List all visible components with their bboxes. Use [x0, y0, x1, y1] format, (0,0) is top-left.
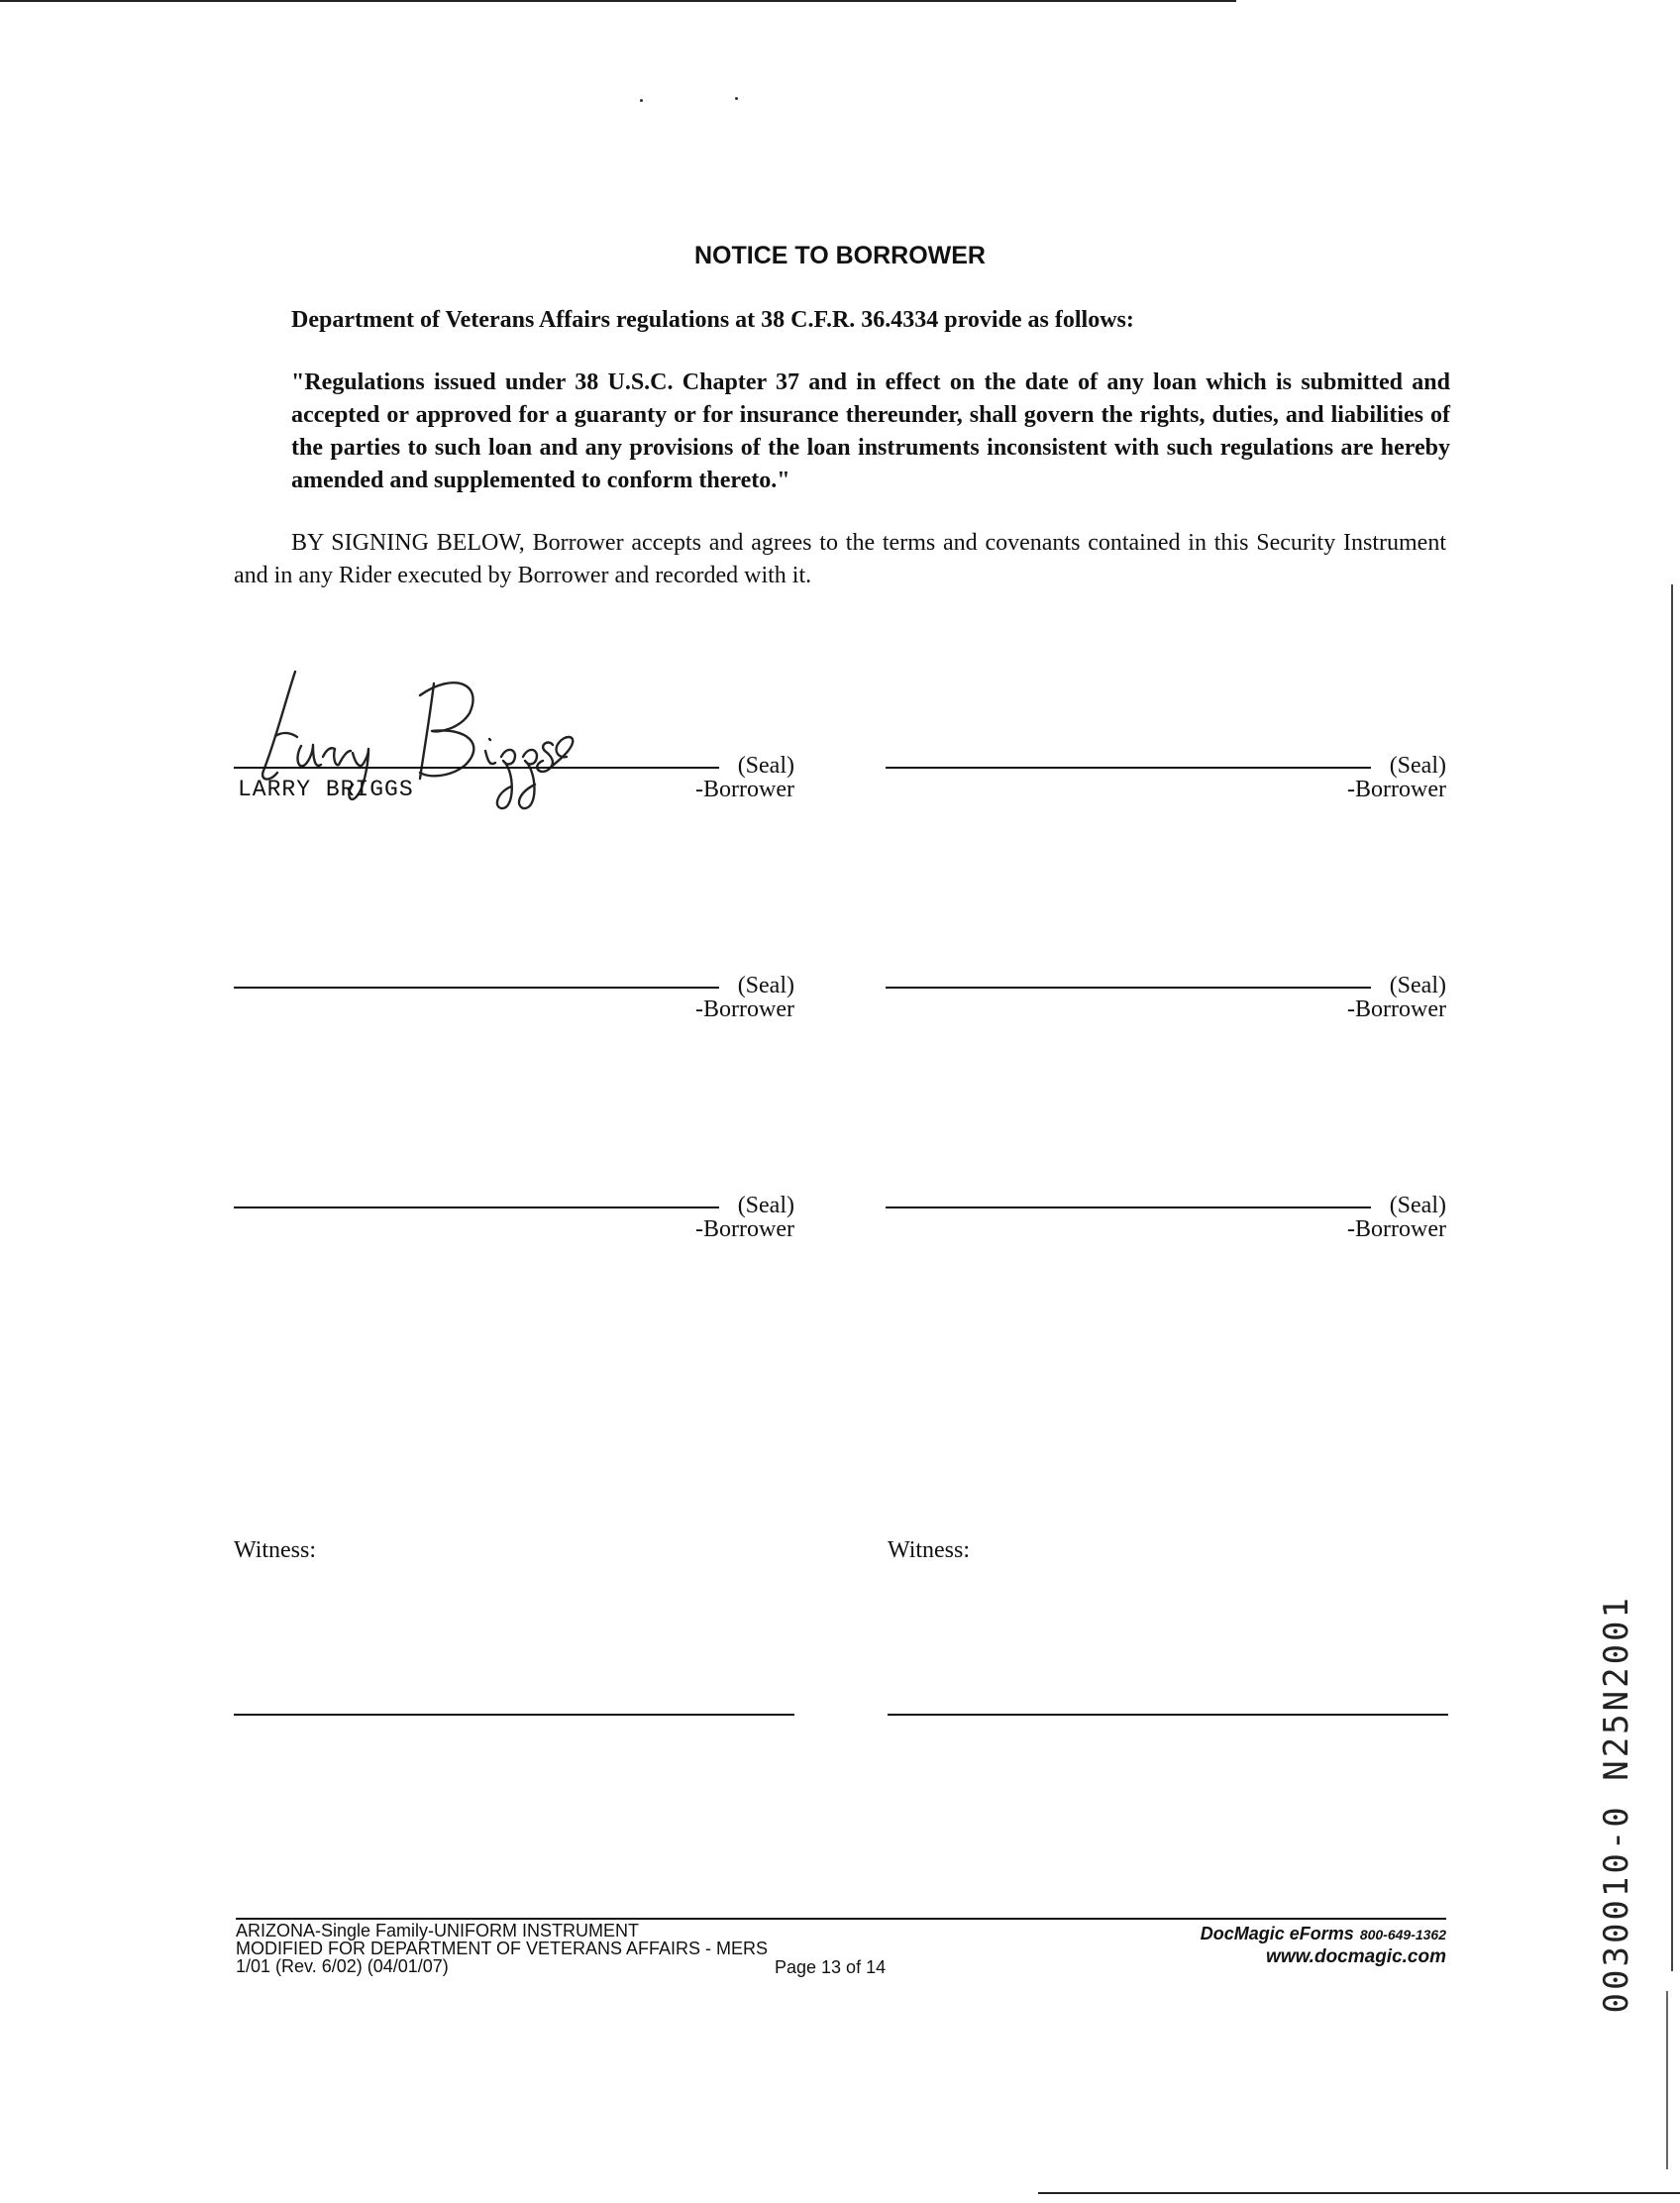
seal-label: (Seal) — [1389, 1193, 1446, 1218]
borrower-label: -Borrower — [1347, 1216, 1446, 1242]
borrower-label: -Borrower — [695, 1216, 794, 1242]
signature-line — [886, 987, 1371, 989]
footer-form-info — [236, 1922, 768, 1975]
witness-label-left: Witness: — [234, 1537, 317, 1563]
witness-label-right: Witness: — [888, 1537, 971, 1563]
seal-label: (Seal) — [1389, 973, 1446, 998]
seal-label: (Seal) — [737, 973, 794, 998]
borrower-label: -Borrower — [1347, 777, 1446, 802]
brand-phone: 800-649-1362 — [1359, 1927, 1446, 1942]
footer-form-line-3: 1/01 (Rev. 6/02) (04/01/07) — [236, 1956, 449, 1976]
borrower-label: -Borrower — [695, 777, 794, 802]
signature-block-borrower-5[interactable] — [234, 1193, 794, 1252]
scan-edge-right-lower — [1666, 1991, 1668, 2169]
signing-paragraph: BY SIGNING BELOW, Borrower accepts and agrees to the terms and covenants contained in this Security Instrument and in any Rider executed by Borrower and recorded with it. — [234, 530, 1446, 588]
scan-edge-bottom — [1038, 2192, 1680, 2194]
signature-block-borrower-1[interactable] — [234, 753, 794, 812]
signature-line — [886, 767, 1371, 769]
page-number: Page 13 of 14 — [775, 1957, 887, 1977]
witness-signature-line-left[interactable] — [234, 1714, 794, 1716]
footer-form-line-2: MODIFIED FOR DEPARTMENT OF VETERANS AFFAIRS - MERS — [236, 1939, 769, 1958]
seal-label: (Seal) — [737, 1193, 794, 1218]
signature-line — [234, 767, 719, 769]
signature-block-borrower-4[interactable] — [886, 973, 1446, 1032]
scan-speck — [735, 97, 738, 100]
witness-signature-line-right[interactable] — [888, 1714, 1448, 1716]
signature-block-borrower-2[interactable] — [886, 753, 1446, 812]
footer-brand — [1201, 1924, 1446, 1968]
signature-line — [234, 1206, 719, 1208]
document-id-code: 0030010-0 N25N2001 — [1597, 1595, 1636, 2014]
seal-label: (Seal) — [1389, 753, 1446, 779]
borrower-label: -Borrower — [695, 997, 794, 1022]
scan-edge-right — [1671, 584, 1673, 1971]
signature-line — [234, 987, 719, 989]
regulation-quote: "Regulations issued under 38 U.S.C. Chapter 37 and in effect on the date of any loan which is submitted and accepted or approved for a guaranty or for insurance thereunder, shall govern the rights, duties, and liabilities of the parties to such loan and any provisions of the loan instruments inconsistent with such regulations are hereby amended and supplemented to conform thereto." — [291, 369, 1450, 493]
brand-website: www.docmagic.com — [1266, 1946, 1446, 1967]
footer-form-line-1: ARIZONA-Single Family-UNIFORM INSTRUMENT — [236, 1921, 640, 1941]
seal-label: (Seal) — [737, 753, 794, 779]
docmagic-logo-text: DocMagic eForms — [1200, 1924, 1354, 1943]
borrower-label: -Borrower — [1347, 997, 1446, 1022]
footer-rule — [236, 1918, 1446, 1920]
regulation-intro: Department of Veterans Affairs regulations at 38 C.F.R. 36.4334 provide as follows: — [291, 307, 1134, 333]
borrower-name: LARRY BRIGGS — [238, 777, 414, 802]
signature-block-borrower-6[interactable] — [886, 1193, 1446, 1252]
scan-edge-top — [0, 0, 1236, 2]
scan-speck — [640, 99, 643, 102]
signature-block-borrower-3[interactable] — [234, 973, 794, 1032]
signature-line — [886, 1206, 1371, 1208]
notice-title: NOTICE TO BORROWER — [694, 242, 986, 269]
